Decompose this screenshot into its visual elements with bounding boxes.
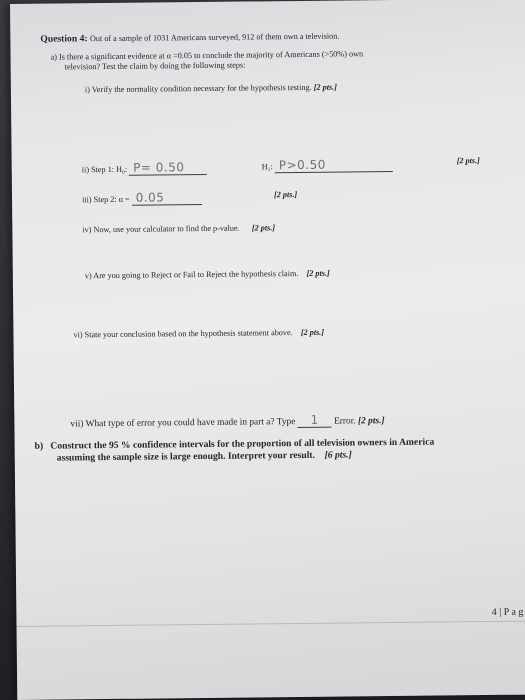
h0-answer: P= 0.50: [129, 160, 207, 176]
footer-divider: [17, 621, 525, 627]
error-type-answer: 1: [298, 413, 332, 428]
item-ii: ii) Step 1: H₀: P= 0.50: [82, 160, 208, 176]
part-a-line2: television? Test the claim by doing the following steps:: [64, 60, 246, 72]
item-v: v) Are you going to Reject or Fail to Reject the hypothesis claim. [2 pts.]: [84, 268, 330, 281]
item-vii: vii) What type of error you could have made in part a? Type 1 Error. [2 pts.]: [70, 412, 385, 430]
h1-group: H₁: P>0.50: [262, 157, 393, 173]
question-heading: [40, 31, 339, 45]
item-iv: iv) Now, use your calculator to find the p-value. [2 pts.]: [82, 223, 276, 235]
part-b-line1: b) Construct the 95 % confidence intervals for the proportion of all television owners in America: [34, 436, 435, 452]
item-i: i) Verify the normality condition necessary for the hypothesis testing. [2 pts.]: [84, 82, 337, 95]
alpha-answer: 0.05: [132, 190, 202, 206]
item-vi: vi) State your conclusion based on the hypothesis statement above. [2 pts.]: [73, 327, 325, 340]
worksheet-page: [10, 0, 525, 700]
h1-answer: P>0.50: [275, 157, 393, 173]
item-iii-pts: [2 pts.]: [273, 190, 298, 200]
question-intro: Out of a sample of 1031 Americans surveyed, 912 of them own a television.: [89, 31, 340, 44]
part-b-line2: assuming the sample size is large enough. Interpret your result. [6 pts.]: [56, 449, 352, 464]
part-a-line1: a) Is there a significant evidence at α =0.05 to conclude the majority of Americans (>50%) own: [50, 49, 364, 62]
page-number: 4 | P a g: [491, 606, 524, 618]
item-ii-pts: [2 pts.]: [456, 156, 480, 166]
item-iii: iii) Step 2: α = 0.05: [82, 190, 202, 206]
question-title: Question 4:: [40, 33, 88, 45]
